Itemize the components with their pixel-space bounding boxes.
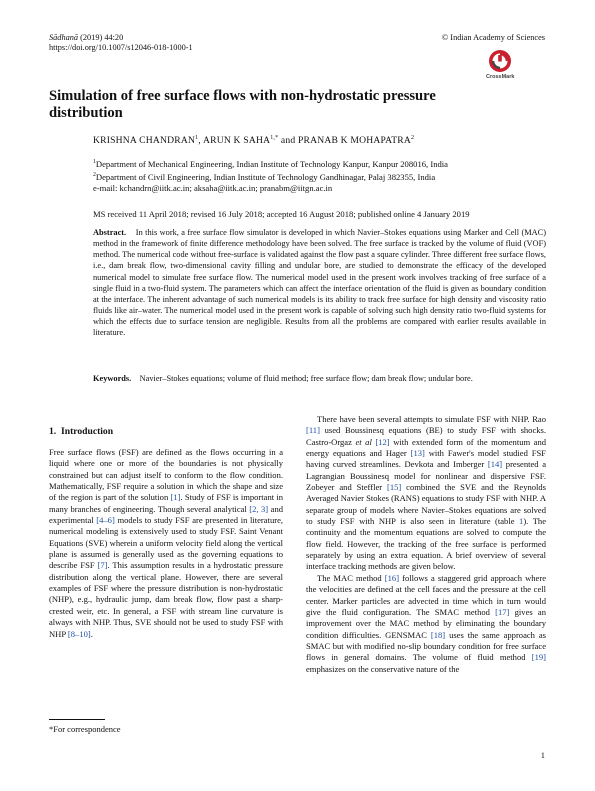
affiliation-2-number: 2 xyxy=(93,171,96,178)
author-3: PRANAB K MOHAPATRA xyxy=(297,135,412,147)
text-run: combined the SVE and the Reynolds Averaged Navier Stokes (RANS) equations to study FSF with NHP. A separate group of models where Navier–Stokes equations are solved to study FSF with NHP is also seen in literature (table xyxy=(306,482,547,527)
text-run: with Fawer's model studied FSF having curved streamlines. Devkota and Imberger xyxy=(306,448,546,470)
text-run: Free surface flows (FSF) are defined as the flows occurring in a liquid where one or more of the boundaries is not physically constrained but can adjust itself to conform to the flow condition. Mathematically, FSF require a solution in which the shape and size of the region is part of the solution xyxy=(49,447,283,503)
citation-link[interactable]: [11] xyxy=(306,425,320,436)
citation-link[interactable]: [15] xyxy=(387,482,402,493)
manuscript-dates: MS received 11 April 2018; revised 16 July 2018; accepted 16 August 2018; published online 4 January 2019 xyxy=(93,209,470,219)
author-separator: and xyxy=(278,135,298,147)
citation-link[interactable]: [1] xyxy=(170,492,181,503)
text-run: presented a Lagrangian Boussinesq model for nonlinear and dispersive FSF. Zobeyer and Steffler xyxy=(306,459,546,493)
affiliation-1: Department of Mechanical Engineering, Indian Institute of Technology Kanpur, Kanpur 208016, India xyxy=(95,158,448,169)
volume-ref: (2019) 44:20 xyxy=(80,33,124,42)
paper-title-line-2: distribution xyxy=(49,105,123,121)
citation-link[interactable]: [13] xyxy=(410,448,425,459)
citation-link[interactable]: [14] xyxy=(487,459,503,470)
affiliations xyxy=(93,157,448,194)
section-title: Introduction xyxy=(61,426,114,437)
keywords xyxy=(93,373,546,384)
text-run: . Study of FSF is important in many branches of engineering. Though several analytical xyxy=(49,492,283,514)
paragraph xyxy=(306,414,546,573)
text-run: follows a staggered grid approach where the velocities are defined at the cell faces and the pressure at the cell center. Marker particles are advected in time which in turn would give the fluid configuration. The SMAC method xyxy=(306,572,546,617)
author-separator: , xyxy=(198,135,203,147)
text-run: models to study FSF are presented in literature, numerical modeling is extensively used to study FSF. Saint Venant Equations (SVE) wherein a uniform velocity field along the vertical plane is assumed is generally used as the governing equations to describe FSF xyxy=(49,515,283,571)
page-number: 1 xyxy=(540,750,545,760)
author-2-affiliation: 1,* xyxy=(270,135,279,141)
text-run: uses the same approach as SMAC but with modified no-slip boundary condition for free surface flows in general domains. The volume of fluid method xyxy=(306,629,546,663)
crossmark-badge[interactable] xyxy=(486,49,514,80)
affiliation-2: Department of Civil Engineering, Indian Institute of Technology Gandhinagar, Palaj 382355, India xyxy=(95,171,436,182)
citation-link[interactable]: [16] xyxy=(384,572,400,583)
et-al: et al xyxy=(355,436,372,447)
text-run: emphasizes on the conservative nature of the xyxy=(306,663,460,674)
section-number: 1. xyxy=(49,426,57,437)
citation-link[interactable]: [12] xyxy=(375,436,390,447)
citation-link[interactable]: [8–10] xyxy=(67,628,91,639)
text-run: ). The continuity and the momentum equations are solved to compute the flow field. However, the tracking of the free surface is performed separately by using an extra equation. A brief overview of several interface tracking methods are given below. xyxy=(306,516,546,572)
citation-link[interactable]: [19] xyxy=(531,652,546,663)
crossmark-label: CrossMark xyxy=(486,74,515,80)
text-run: and experimental xyxy=(49,503,283,526)
citation-link[interactable]: [17] xyxy=(495,606,510,617)
running-header xyxy=(49,33,193,53)
journal-name: Sādhanā xyxy=(49,33,79,42)
text-run: used Boussinesq equations (BE) to study FSF with shocks. Castro-Orgaz xyxy=(306,425,546,447)
citation-link[interactable]: [18] xyxy=(430,629,446,640)
author-list xyxy=(93,135,414,146)
abstract-text: In this work, a free surface flow simulator is developed in which Navier–Stokes equations using Marker and Cell (MAC) method in the framework of finite difference methodology have been solved. The free surface is tracked by the volume of fluid (VOF) method. The numerical code without free-surface is validated against the flow past a square cylinder. Three different free surface flows, i.e., dam break flow, two-dimensional cavity filling and undular bore, are studied to demonstrate the efficacy of the developed numerical model to simulate free surface flow. The numerical model used in the present work involves tracking of free surface of a single fluid in a two-fluid system. The parameters which can affect the interface orientation of the fluid is given as boundary condition at the interface. The inherent advantage of such numerical models is its ability to track free surface for high density and viscosity ratio fluids like air–water. The numerical model used in the present work is capable of solving such high density ratio two-fluid systems for which the effects due to surface tension are negligible. Results from all the problems are compared with earlier results available in literature. xyxy=(93,228,547,338)
text-run: . This assumption results in a hydrostatic pressure distribution along the vertical plane. However, there are several examples of FSF where the pressure distribution is non-hydrostatic (NHP), e.g., hydraulic jump, dam break flow, flow past a sharp-crested weir, etc. In general, a FSF with stream line curvature is always with NHP. Thus, SVE should not be used to study FSF with NHP xyxy=(49,560,283,639)
paragraph xyxy=(306,573,546,675)
keywords-text: Navier–Stokes equations; volume of fluid method; free surface flow; dam break flow; undular bore. xyxy=(139,374,473,383)
right-column xyxy=(306,414,546,675)
author-1-affiliation: 1 xyxy=(195,135,199,141)
doi-link[interactable]: https://doi.org/10.1007/s12046-018-1000-1 xyxy=(49,43,193,52)
text-run: The MAC method xyxy=(317,572,385,583)
abstract-label: Abstract. xyxy=(93,228,127,237)
crossmark-icon xyxy=(488,49,512,73)
keywords-label: Keywords. xyxy=(93,374,132,383)
copyright-notice: © Indian Academy of Sciences xyxy=(441,33,545,42)
citation-link[interactable]: [2, 3] xyxy=(249,503,269,514)
email-list: e-mail: kchandrn@iitk.ac.in; aksaha@iitk.ac.in; pranabm@iitgn.ac.in xyxy=(93,182,333,193)
text-run: gives an improvement over the MAC method by eliminating the boundary condition difficulties. GENSMAC xyxy=(306,606,546,640)
section-heading xyxy=(49,426,113,437)
left-column xyxy=(49,447,283,640)
footnote: *For correspondence xyxy=(49,724,121,734)
paragraph xyxy=(49,447,283,640)
author-3-affiliation: 2 xyxy=(411,135,415,141)
citation-link[interactable]: [7] xyxy=(97,560,108,571)
text-run: There have been several attempts to simulate FSF with NHP. Rao xyxy=(317,414,546,424)
author-2: ARUN K SAHA xyxy=(202,135,271,147)
author-1: KRISHNA CHANDRAN xyxy=(93,135,196,147)
footnote-rule xyxy=(49,719,105,720)
text-run: . xyxy=(90,628,93,639)
paper-title xyxy=(49,88,489,122)
text-run: with extended form of the momentum and energy equations and Hager xyxy=(306,436,547,459)
abstract xyxy=(93,227,546,339)
citation-link[interactable]: [4–6] xyxy=(96,515,115,526)
affiliation-1-number: 1 xyxy=(93,159,96,165)
table-link[interactable]: 1 xyxy=(519,516,524,527)
paper-title-line-1: Simulation of free surface flows with non-hydrostatic pressure xyxy=(49,88,436,104)
